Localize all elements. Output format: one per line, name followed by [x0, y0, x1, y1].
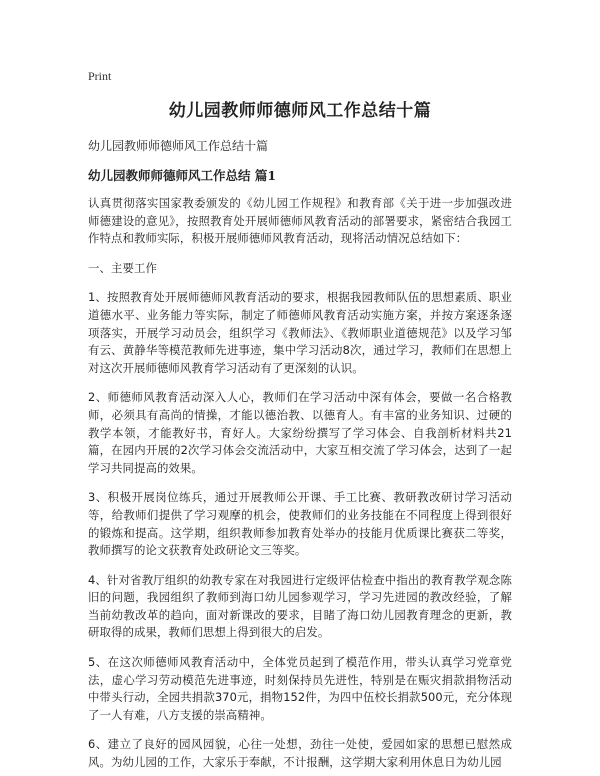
paragraph-item-5: 5、在这次师德师风教育活动中，全体党员起到了模范作用，带头认真学习党章党法，虚心学习劳动模范先进事迹，时刻保持员先进性，特别是在赈灾捐款捐物活动中带头行动，全园共捐款370元，捐物152件，为四中伍校长捐款500元，充分体现了一人有难，八方支援的崇高精神。: [88, 655, 512, 722]
intro-paragraph: 认真贯彻落实国家教委颁发的《幼儿园工作规程》和教育部《关于进一步加强改进师德建设的意见》，按照教育处开展师德师风教育活动的部署要求，紧密结合我园工作特点和教师实际，积极开展师德师风教育活动，现将活动情况总结如下：: [88, 196, 512, 246]
paragraph-item-2: 2、师德师风教育活动深入人心，教师们在学习活动中深有体会，要做一名合格教师，必须具有高尚的情操，才能以德治教、以德育人。有丰富的业务知识、过硬的教学本领，才能教好书，育好人。大家纷纷撰写了学习体会、自我剖析材料共21篇，在园内开展的2次学习体会交流活动中，大家互相交流了学习体会，达到了一起学习共同提高的效果。: [88, 390, 512, 475]
document-title: 幼儿园教师师德师风工作总结十篇: [168, 101, 432, 121]
paragraph-item-1: 1、按照教育处开展师德师风教育活动的要求，根据我园教师队伍的思想素质、职业道德水平、业务能力等实际，制定了师德师风教育活动实施方案，并按方案逐条逐项落实，开展学习动员会，组织学习《教师法》、《教师职业道德规范》以及学习邹有云、黄静华等模范教师先进事迹，集中学习活动8次，通过学习，教师们在思想上对这次开展师德师风教育学习活动有了更深刻的认识。: [88, 290, 512, 375]
main-work-heading: 一、主要工作: [88, 260, 157, 275]
print-link[interactable]: Print: [88, 69, 112, 83]
document-subtitle: 幼儿园教师师德师风工作总结十篇: [88, 139, 269, 153]
paragraph-item-6: 6、建立了良好的园风园貌，心往一处想，劲往一处使，爱园如家的思想已慰然成风。为幼儿园的工作，大家乐于奉献，不计报酬，这学期大家利用休息日为幼儿园: [88, 737, 512, 770]
paragraph-item-3: 3、积极开展岗位练兵，通过开展教师公开课、手工比赛、教研教改研讨学习活动等，给教师们提供了学习观摩的机会，使教师们的业务技能在不同程度上得到很好的锻炼和提高。这学期，组织教师参加教育处举办的技能月优质课比赛获二等奖，教师撰写的论文获教育处政研论文三等奖。: [88, 490, 512, 558]
section-heading: 幼儿园教师师德师风工作总结 篇1: [88, 168, 277, 183]
paragraph-item-4: 4、针对省教厅组织的幼教专家在对我园进行定级评估检查中指出的教育教学观念陈旧的问题，我园组织了教师到海口幼儿园参观学习，学习先进园的教改经验，了解当前幼教改革的趋向，面对新课改的要求，目睹了海口幼儿园教育理念的更新，教研取得的成果，教师们思想上得到很大的启发。: [88, 572, 512, 640]
